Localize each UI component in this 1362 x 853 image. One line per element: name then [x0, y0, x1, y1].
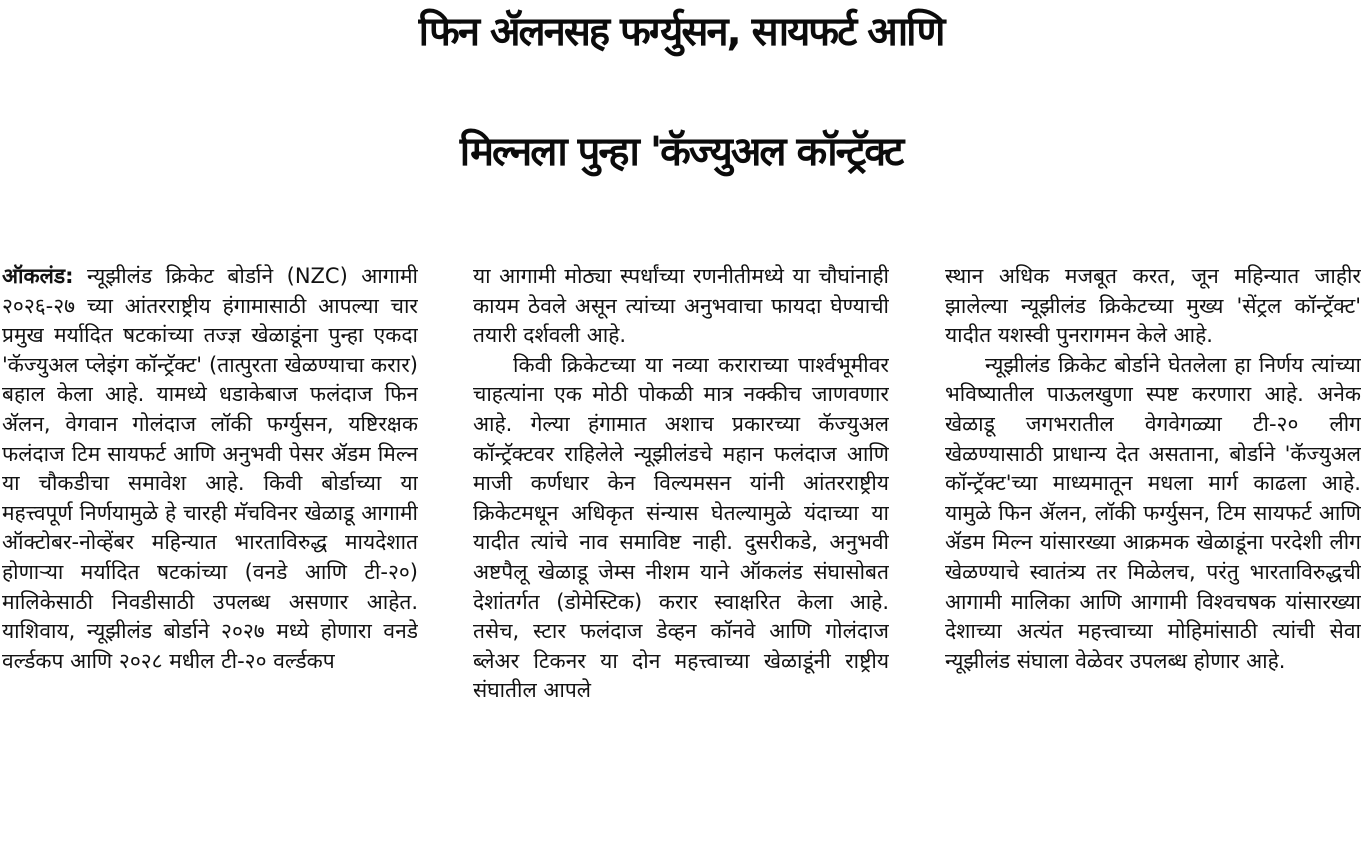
article-paragraph: न्यूझीलंड क्रिकेट बोर्डाने घेतलेला हा निर्णय त्यांच्या भविष्यातील पाऊलखुणा स्पष्ट करणारा आहे. अनेक खेळाडू जगभरातील वेगवेगळ्या टी-२० लीग खेळण्यासाठी प्राधान्य देत असताना, बोर्डाने 'कॅज्युअल कॉन्ट्रॅक्ट'च्या माध्यमातून मधला मार्ग काढला आहे. यामुळे फिन ॲलन, लॉकी फर्ग्युसन, टिम सायफर्ट आणि ॲडम मिल्न यांसारख्या आक्रमक खेळाडूंना परदेशी लीग खेळण्याचे स्वातंत्र्य तर मिळेलच, परंतु भारताविरुद्धची आगामी मालिका आणि आगामी विश्वचषक यांसारख्या देशाच्या अत्यंत महत्त्वाच्या मोहिमांसाठी त्यांची सेवा न्यूझीलंड संघाला वेळेवर उपलब्ध होणार आहे.	[945, 352, 1361, 673]
article-paragraph: या आगामी मोठ्या स्पर्धांच्या रणनीतीमध्ये या चौघांनाही कायम ठेवले असून त्यांच्या अनुभवाचा फायदा घेण्याची तयारी दर्शवली आहे.	[473, 264, 889, 348]
dateline: ऑकलंड:	[2, 264, 74, 288]
article-column-3	[945, 262, 1361, 853]
article-column-1	[2, 262, 418, 853]
article-paragraph	[2, 262, 418, 676]
article-column-2	[473, 262, 889, 853]
headline	[0, 0, 1362, 250]
headline-line-1: फिन ॲलनसह फर्ग्युसन, सायफर्ट आणि	[418, 9, 944, 55]
article-body	[0, 262, 1362, 853]
article-paragraph: किवी क्रिकेटच्या या नव्या कराराच्या पार्श्वभूमीवर चाहत्यांना एक मोठी पोकळी मात्र नक्कीच जाणवणार आहे. गेल्या हंगामात अशाच प्रकारच्या कॅज्युअल कॉन्ट्रॅक्टवर राहिलेले न्यूझीलंडचे महान फलंदाज आणि माजी कर्णधार केन विल्यमसन यांनी आंतरराष्ट्रीय क्रिकेटमधून अधिकृत संन्यास घेतल्यामुळे यंदाच्या या यादीत त्यांचे नाव समाविष्ट नाही. दुसरीकडे, अनुभवी अष्टपैलू खेळाडू जेम्स नीशम याने ऑकलंड संघासोबत देशांतर्गत (डोमेस्टिक) करार स्वाक्षरित केला आहे. तसेच, स्टार फलंदाज डेव्हन कॉनवे आणि गोलंदाज ब्लेअर टिकनर या दोन महत्त्वाच्या खेळाडूंनी राष्ट्रीय संघातील आपले	[473, 352, 889, 703]
article-paragraph: स्थान अधिक मजबूत करत, जून महिन्यात जाहीर झालेल्या न्यूझीलंड क्रिकेटच्या मुख्य 'सेंट्रल कॉन्ट्रॅक्ट' यादीत यशस्वी पुनरागमन केले आहे.	[945, 264, 1361, 348]
headline-line-2: मिल्नला पुन्हा 'कॅज्युअल कॉन्ट्रॅक्ट	[459, 129, 903, 175]
paragraph-text: न्यूझीलंड क्रिकेट बोर्डाने (NZC) आगामी २०२६-२७ च्या आंतरराष्ट्रीय हंगामासाठी आपल्या चार प्रमुख मर्यादित षटकांच्या तज्ज्ञ खेळाडूंना पुन्हा एकदा 'कॅज्युअल प्लेइंग कॉन्ट्रॅक्ट' (तात्पुरता खेळण्याचा करार) बहाल केला आहे. यामध्ये धडाकेबाज फलंदाज फिन ॲलन, वेगवान गोलंदाज लॉकी फर्ग्युसन, यष्टिरक्षक फलंदाज टिम सायफर्ट आणि अनुभवी पेसर ॲडम मिल्न या चौकडीचा समावेश आहे. किवी बोर्डाच्या या महत्त्वपूर्ण निर्णयामुळे हे चारही मॅचविनर खेळाडू आगामी ऑक्टोबर-नोव्हेंबर महिन्यात भारताविरुद्ध मायदेशात होणाऱ्या मर्यादित षटकांच्या (वनडे आणि टी-२०) मालिकेसाठी निवडीसाठी उपलब्ध असणार आहेत. याशिवाय, न्यूझीलंड बोर्डाने २०२७ मध्ये होणारा वनडे वर्ल्डकप आणि २०२८ मधील टी-२० वर्ल्डकप	[2, 264, 418, 673]
